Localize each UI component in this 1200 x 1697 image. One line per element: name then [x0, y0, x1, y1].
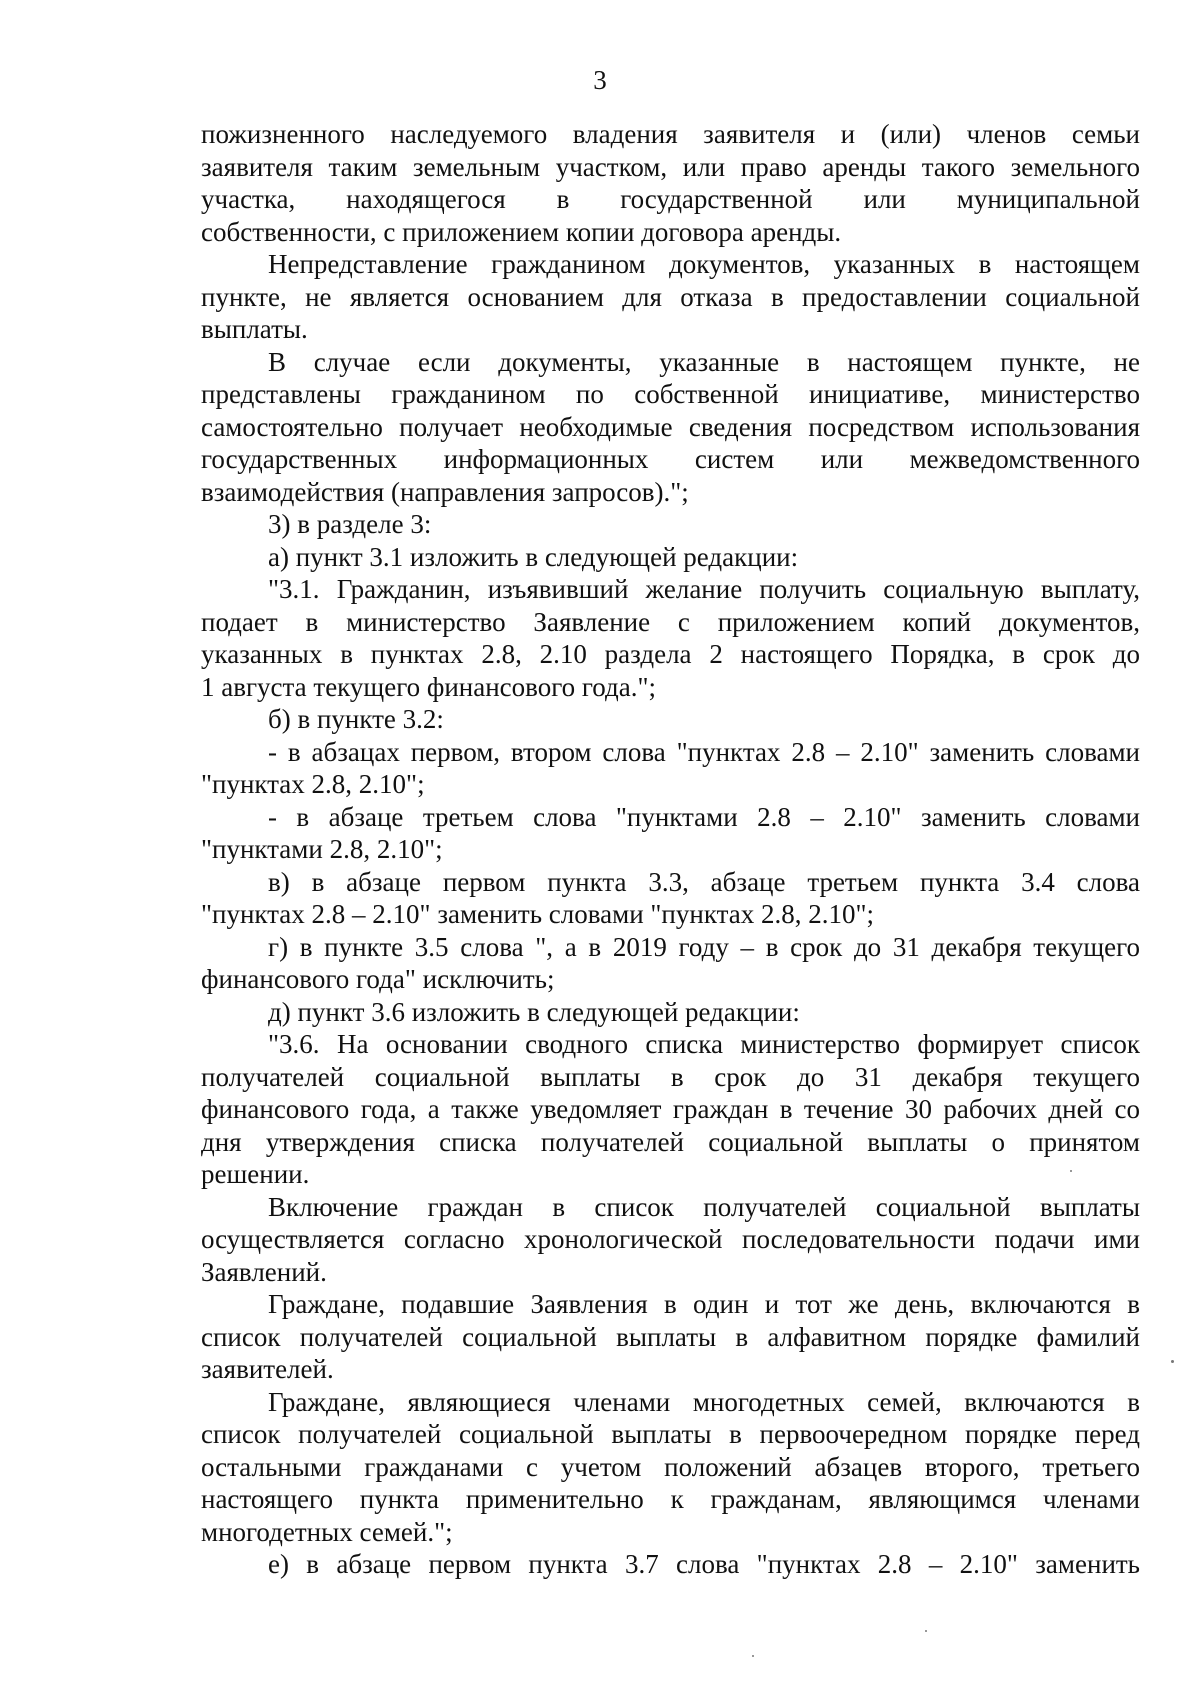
text-line: "пунктами 2.8, 2.10";: [201, 834, 443, 864]
text-line: указанных в пунктах 2.8, 2.10 раздела 2 настоящего Порядка, в срок до: [201, 639, 1140, 669]
text-line: финансового года" исключить;: [201, 964, 555, 994]
text-line: пожизненного наследуемого владения заявителя и (или) членов семьи: [201, 119, 1140, 149]
text-line: настоящего пункта применительно к гражданам, являющимся членами: [201, 1484, 1140, 1514]
text-line: В случае если документы, указанные в настоящем пункте, не: [268, 346, 1140, 377]
document-body: [201, 118, 1140, 1581]
text-line: пункте, не является основанием для отказа в предоставлении социальной: [201, 281, 1140, 312]
text-line: получателей социальной выплаты в срок до 31 декабря текущего: [201, 1061, 1140, 1092]
text-line: участка, находящегося в государственной или муниципальной: [201, 184, 1140, 214]
text-line: - в абзаце третьем слова "пунктами 2.8 – 2.10" заменить словами: [268, 801, 1140, 832]
text-line: "пунктах 2.8 – 2.10" заменить словами "пунктах 2.8, 2.10";: [201, 899, 874, 929]
text-line: решении.: [201, 1159, 310, 1189]
text-line: Заявлений.: [201, 1256, 327, 1287]
text-line: финансового года, а также уведомляет граждан в течение 30 рабочих дней со: [201, 1094, 1140, 1124]
text-line: Граждане, подавшие Заявления в один и тот же день, включаются в: [268, 1289, 1140, 1319]
text-line: собственности, с приложением копии договора аренды.: [201, 216, 842, 247]
text-line: выплаты.: [201, 314, 308, 344]
page-number: 3: [593, 65, 607, 95]
text-line: дня утверждения списка получателей социальной выплаты о принятом: [201, 1126, 1140, 1157]
text-line: Граждане, являющиеся членами многодетных семей, включаются в: [268, 1386, 1140, 1417]
text-line: г) в пункте 3.5 слова ", а в 2019 году – в срок до 31 декабря текущего: [268, 931, 1140, 962]
scan-speck: [1070, 1170, 1072, 1172]
text-line: самостоятельно получает необходимые сведения посредством использования: [201, 411, 1140, 442]
text-line: Непредставление гражданином документов, указанных в настоящем: [268, 249, 1140, 279]
text-line: многодетных семей.";: [201, 1516, 453, 1547]
text-line: государственных информационных систем или межведомственного: [201, 444, 1140, 474]
text-line: "3.1. Гражданин, изъявивший желание получить социальную выплату,: [268, 574, 1140, 604]
text-line: а) пункт 3.1 изложить в следующей редакции:: [268, 541, 799, 572]
text-line: список получателей социальной выплаты в первоочередном порядке перед: [201, 1419, 1140, 1449]
text-line: "пунктах 2.8, 2.10";: [201, 769, 425, 799]
text-line: представлены гражданином по собственной инициативе, министерство: [201, 379, 1140, 409]
scan-speck: [925, 1630, 927, 1632]
text-line: в) в абзаце первом пункта 3.3, абзаце третьем пункта 3.4 слова: [268, 866, 1140, 897]
scan-speck: [1171, 1360, 1174, 1363]
text-line: д) пункт 3.6 изложить в следующей редакции:: [268, 996, 800, 1027]
text-line: 3) в разделе 3:: [268, 509, 432, 539]
text-line: список получателей социальной выплаты в алфавитном порядке фамилий: [201, 1321, 1140, 1352]
text-line: 1 августа текущего финансового года.";: [201, 671, 656, 702]
text-line: остальными гражданами с учетом положений абзацев второго, третьего: [201, 1451, 1140, 1482]
text-line: взаимодействия (направления запросов).";: [201, 476, 689, 507]
text-line: Включение граждан в список получателей социальной выплаты: [268, 1191, 1140, 1222]
scan-speck: [752, 1655, 754, 1657]
text-line: е) в абзаце первом пункта 3.7 слова "пунктах 2.8 – 2.10" заменить: [268, 1549, 1140, 1579]
text-line: - в абзацах первом, втором слова "пунктах 2.8 – 2.10" заменить словами: [268, 736, 1140, 767]
text-line: осуществляется согласно хронологической последовательности подачи ими: [201, 1224, 1140, 1254]
text-line: заявителей.: [201, 1354, 334, 1384]
text-line: б) в пункте 3.2:: [268, 704, 444, 734]
text-line: "3.6. На основании сводного списка министерство формирует список: [268, 1029, 1140, 1059]
text-line: подает в министерство Заявление с приложением копий документов,: [201, 606, 1140, 637]
text-line: заявителя таким земельным участком, или право аренды такого земельного: [201, 151, 1140, 182]
